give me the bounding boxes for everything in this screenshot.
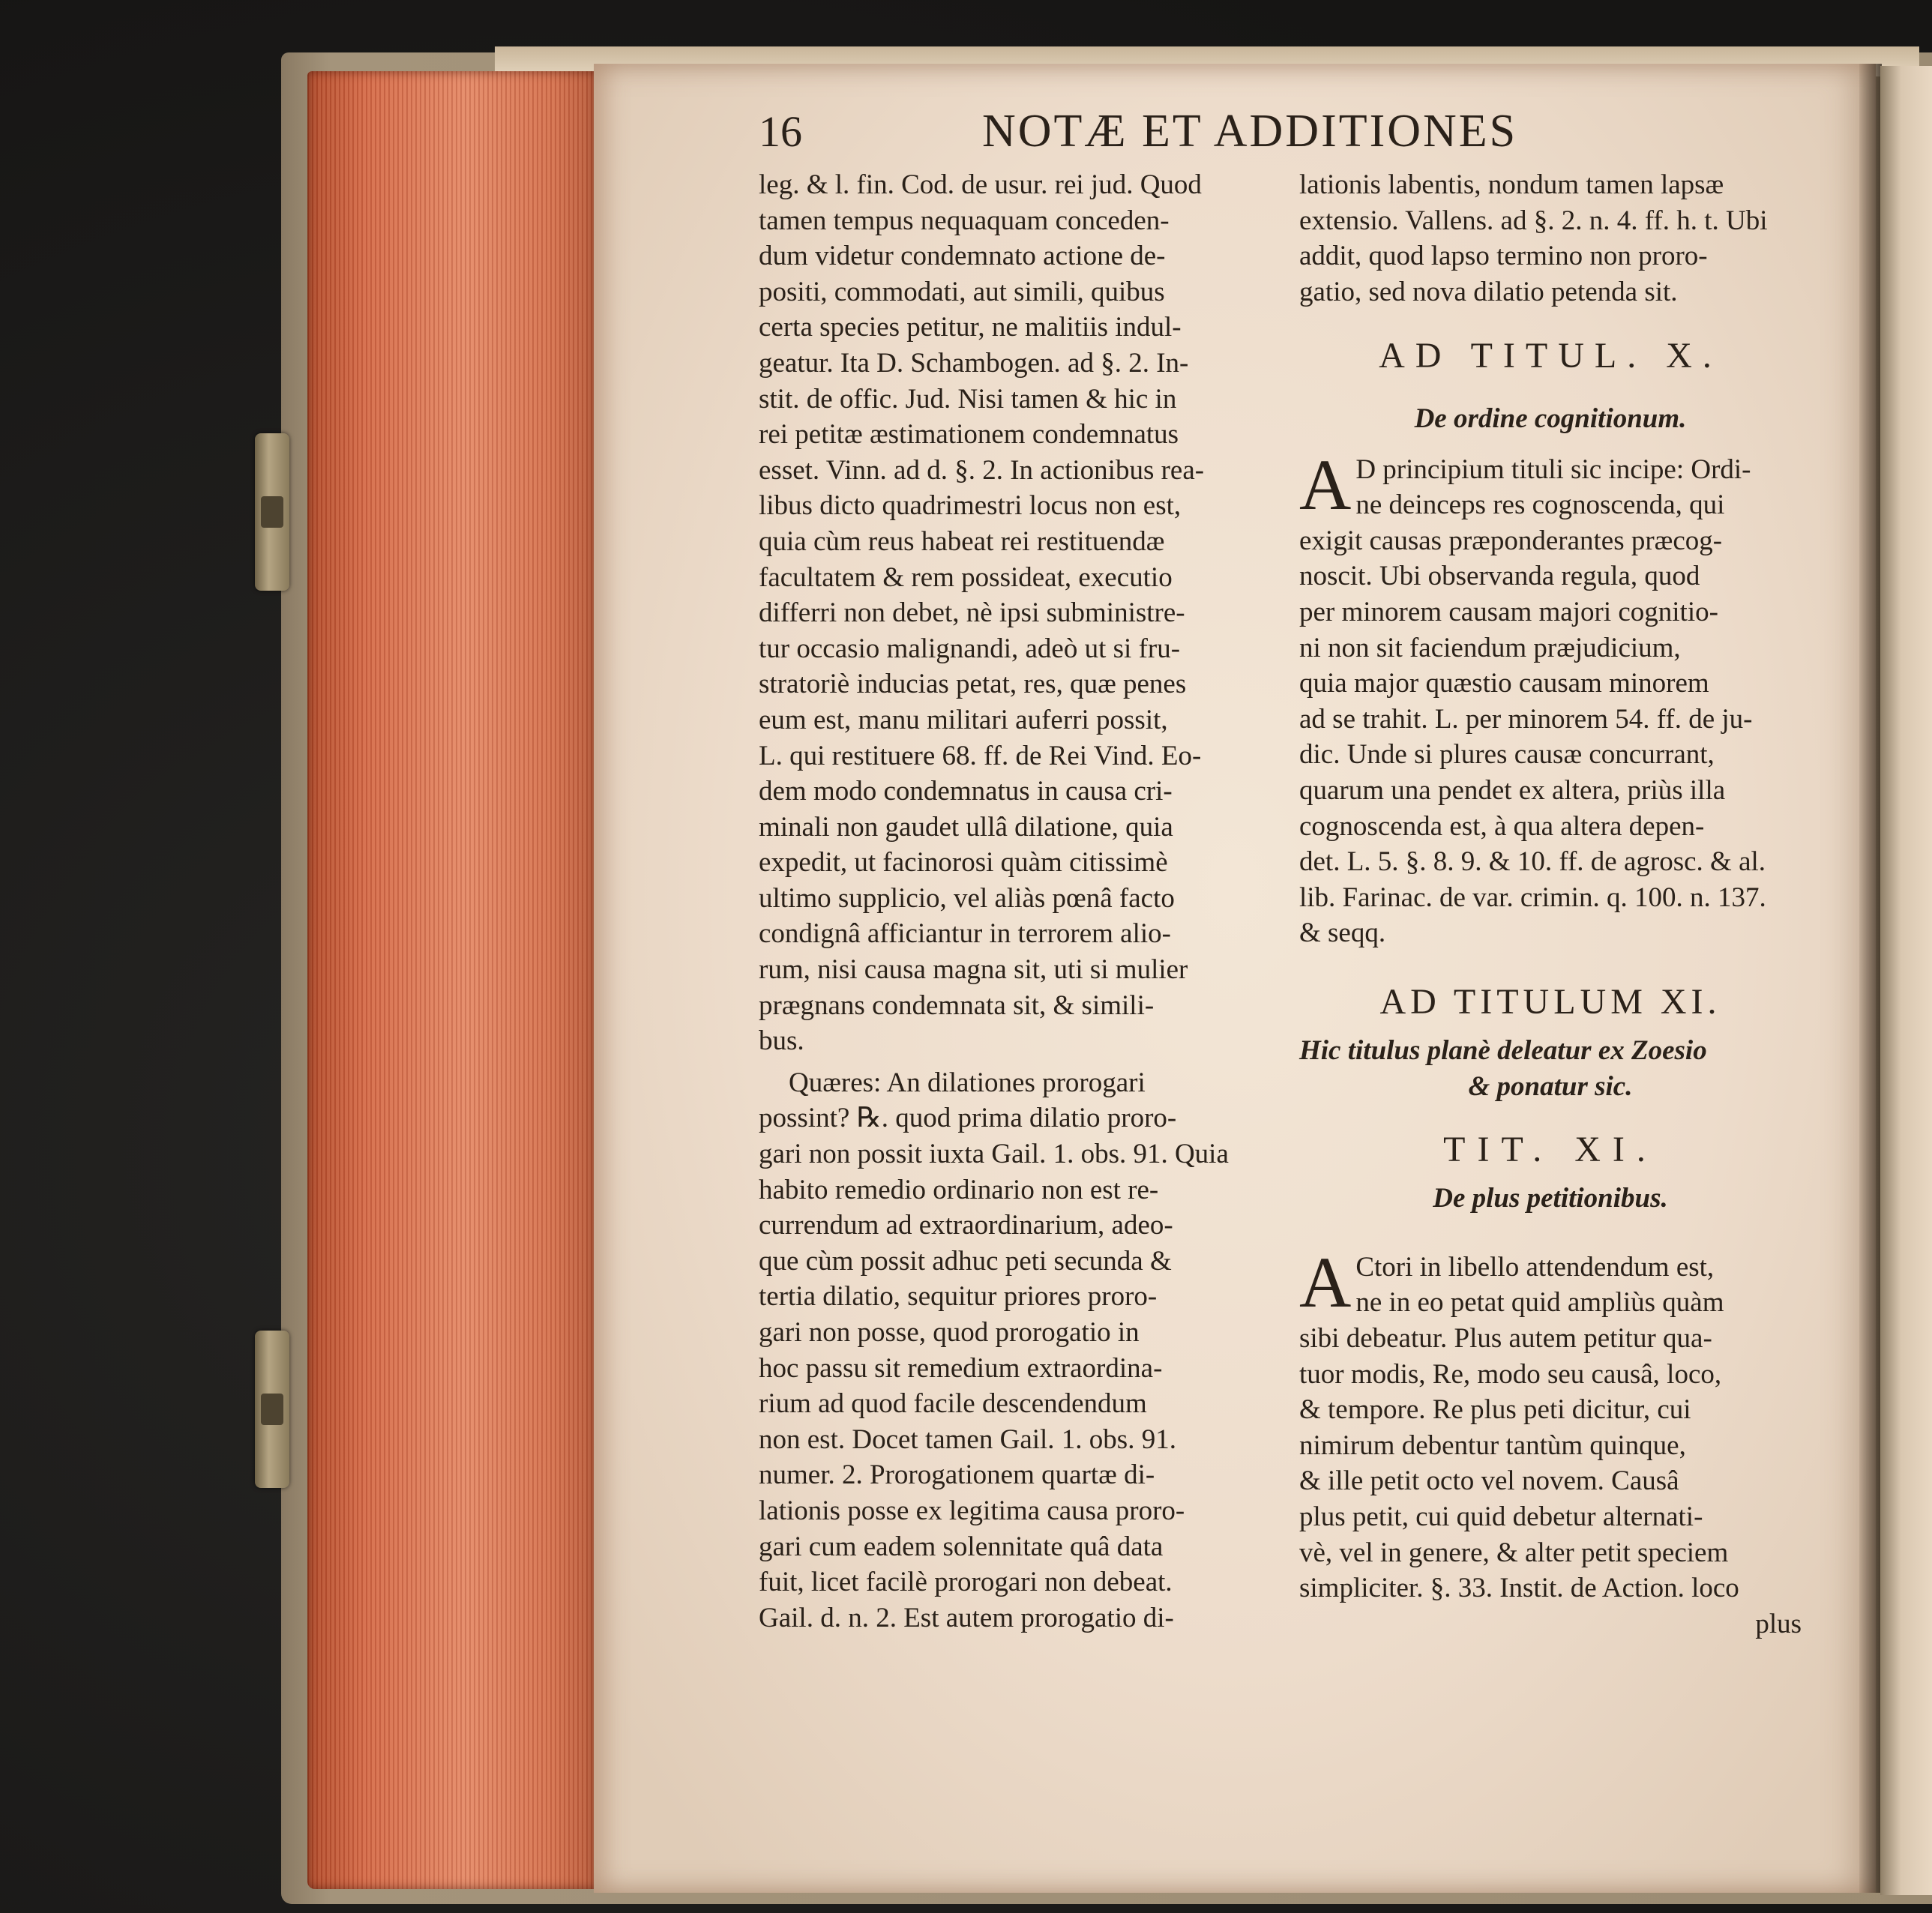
drop-cap: A xyxy=(1299,1241,1352,1322)
text-line: gari non possit iuxta Gail. 1. obs. 91. Quia xyxy=(759,1139,1229,1170)
editorial-note: Hic titulus planè deleatur ex Zoesio xyxy=(1299,1035,1707,1067)
text-line: lib. Farinac. de var. crimin. q. 100. n. 137. xyxy=(1299,882,1766,913)
text-line: facultatem & rem possideat, executio xyxy=(759,561,1173,593)
text-line: lationis labentis, nondum tamen lapsæ xyxy=(1299,169,1724,200)
left-paragraph-1 xyxy=(759,167,1261,1059)
section-heading-titul-x: AD TITUL. X. xyxy=(1379,336,1722,376)
left-column xyxy=(759,167,1261,1636)
text-line: possint? ℞. quod prima dilatio proro- xyxy=(759,1103,1177,1134)
text-line: minali non gaudet ullâ dilatione, quia xyxy=(759,811,1173,843)
text-line: quia cùm reus habeat rei restituendæ xyxy=(759,525,1165,557)
text-line: tur occasio malignandi, adeò ut si fru- xyxy=(759,633,1181,664)
text-line: tamen tempus nequaquam conceden- xyxy=(759,205,1170,236)
left-paragraph-2 xyxy=(759,1065,1261,1636)
text-line: dum videtur condemnato actione de- xyxy=(759,241,1166,272)
catchword: plus xyxy=(1755,1608,1802,1639)
section-heading-titulum-xi: AD TITULUM XI. xyxy=(1379,981,1721,1022)
drop-cap: A xyxy=(1299,444,1352,525)
text-line: certa species petitur, ne malitiis indul- xyxy=(759,312,1182,343)
text-line: geatur. Ita D. Schambogen. ad §. 2. In- xyxy=(759,347,1189,379)
section-heading-tit-xi: TIT. XI. xyxy=(1443,1129,1658,1169)
text-line: tertia dilatio, sequitur priores proro- xyxy=(759,1281,1158,1313)
text-line: ne deinceps res cognoscenda, qui xyxy=(1355,489,1725,521)
clasp-bottom-icon xyxy=(255,1331,289,1488)
text-line: D principium tituli sic incipe: Ordi- xyxy=(1355,454,1751,485)
clasp-top-icon xyxy=(255,433,289,591)
text-line: ad se trahit. L. per minorem 54. ff. de ju- xyxy=(1299,703,1753,735)
text-line: dic. Unde si plures causæ concurrant, xyxy=(1299,739,1715,771)
text-line: & seqq. xyxy=(1299,918,1386,949)
text-line: quarum una pendet ex altera, priùs illa xyxy=(1299,774,1726,806)
text-line: quia major quæstio causam minorem xyxy=(1299,668,1709,699)
text-line: ni non sit faciendum præjudicium, xyxy=(1299,632,1681,663)
text-line: bus. xyxy=(759,1025,804,1057)
text-line: ne in eo petat quid ampliùs quàm xyxy=(1355,1287,1724,1319)
text-line: differri non debet, nè ipsi subministre- xyxy=(759,597,1185,629)
text-line: noscit. Ubi observanda regula, quod xyxy=(1299,561,1700,592)
text-line: plus petit, cui quid debetur alternati- xyxy=(1299,1501,1703,1532)
text-line: leg. & l. fin. Cod. de usur. rei jud. Quod xyxy=(759,169,1202,200)
text-line: & tempore. Re plus peti dicitur, cui xyxy=(1299,1394,1691,1426)
text-line: prægnans condemnata sit, & simili- xyxy=(759,989,1155,1021)
text-line: condignâ afficiantur in terrorem alio- xyxy=(759,918,1171,950)
text-line: cognoscenda est, à qua altera depen- xyxy=(1299,810,1705,842)
text-line: lationis posse ex legitima causa proro- xyxy=(759,1495,1185,1526)
text-line: rium ad quod facile descendendum xyxy=(759,1388,1147,1420)
text-line: rei petitæ æstimationem condemnatus xyxy=(759,419,1179,451)
text-line: fuit, licet facilè prorogari non debeat. xyxy=(759,1567,1173,1598)
text-line: currendum ad extraordinarium, adeo- xyxy=(759,1210,1173,1241)
right-paragraph-2 xyxy=(1299,444,1802,951)
facing-page-edge xyxy=(1880,66,1932,1895)
text-line: Quæres: An dilationes prorogari xyxy=(789,1067,1146,1098)
text-line: stratoriè inducias petat, res, quæ penes xyxy=(759,669,1187,700)
text-line: gari cum eadem solennitate quâ data xyxy=(759,1531,1164,1562)
text-line: non est. Docet tamen Gail. 1. obs. 91. xyxy=(759,1424,1176,1455)
text-line: exigit causas præponderantes præcog- xyxy=(1299,525,1723,556)
text-line: expedit, ut facinorosi quàm citissimè xyxy=(759,847,1168,879)
right-column xyxy=(1299,167,1802,1642)
text-line: & ille petit octo vel novem. Causâ xyxy=(1299,1465,1679,1497)
text-line: Ctori in libello attendendum est, xyxy=(1355,1251,1715,1283)
text-line: simpliciter. §. 33. Instit. de Action. loco xyxy=(1299,1573,1739,1604)
text-line: L. qui restituere 68. ff. de Rei Vind. Eo- xyxy=(759,740,1202,771)
text-line: stit. de offic. Jud. Nisi tamen & hic in xyxy=(759,383,1177,415)
text-line: positi, commodati, aut simili, quibus xyxy=(759,276,1165,307)
text-line: vè, vel in genere, & alter petit speciem xyxy=(1299,1537,1729,1568)
text-line: per minorem causam majori cognitio- xyxy=(1299,596,1718,627)
text-line: tuor modis, Re, modo seu causâ, loco, xyxy=(1299,1358,1722,1390)
right-paragraph-3 xyxy=(1299,1241,1802,1606)
section-subheading: De plus petitionibus. xyxy=(1433,1183,1668,1214)
editorial-note: & ponatur sic. xyxy=(1468,1071,1633,1103)
text-line: ultimo supplicio, vel aliàs pœnâ facto xyxy=(759,882,1175,914)
text-line: nimirum debentur tantùm quinque, xyxy=(1299,1430,1686,1461)
page-number: 16 xyxy=(759,107,802,156)
text-line: gari non posse, quod prorogatio in xyxy=(759,1317,1140,1348)
text-line: gatio, sed nova dilatio petenda sit. xyxy=(1299,276,1678,307)
running-head: NOTÆ ET ADDITIONES xyxy=(982,106,1518,157)
right-paragraph-1 xyxy=(1299,167,1802,310)
text-line: Gail. d. n. 2. Est autem prorogatio di- xyxy=(759,1602,1174,1633)
text-line: esset. Vinn. ad d. §. 2. In actionibus rea- xyxy=(759,454,1205,486)
text-line: habito remedio ordinario non est re- xyxy=(759,1174,1159,1205)
text-line: libus dicto quadrimestri locus non est, xyxy=(759,490,1182,522)
text-line: hoc passu sit remedium extraordina- xyxy=(759,1352,1163,1384)
text-line: dem modo condemnatus in causa cri- xyxy=(759,776,1173,807)
text-line: det. L. 5. §. 8. 9. & 10. ff. de agrosc. & al. xyxy=(1299,846,1766,878)
page-fore-edge-red xyxy=(307,71,596,1889)
text-line: numer. 2. Prorogationem quartæ di- xyxy=(759,1459,1155,1491)
section-subheading: De ordine cognitionum. xyxy=(1414,403,1687,434)
text-line: rum, nisi causa magna sit, uti si mulier xyxy=(759,954,1188,986)
page-gutter xyxy=(1859,64,1882,1893)
text-line: extensio. Vallens. ad §. 2. n. 4. ff. h. t. Ubi xyxy=(1299,205,1768,236)
text-line: que cùm possit adhuc peti secunda & xyxy=(759,1245,1172,1277)
text-line: sibi debeatur. Plus autem petitur qua- xyxy=(1299,1323,1712,1355)
text-line: eum est, manu militari auferri possit, xyxy=(759,704,1168,735)
text-line: addit, quod lapso termino non proro- xyxy=(1299,241,1708,272)
